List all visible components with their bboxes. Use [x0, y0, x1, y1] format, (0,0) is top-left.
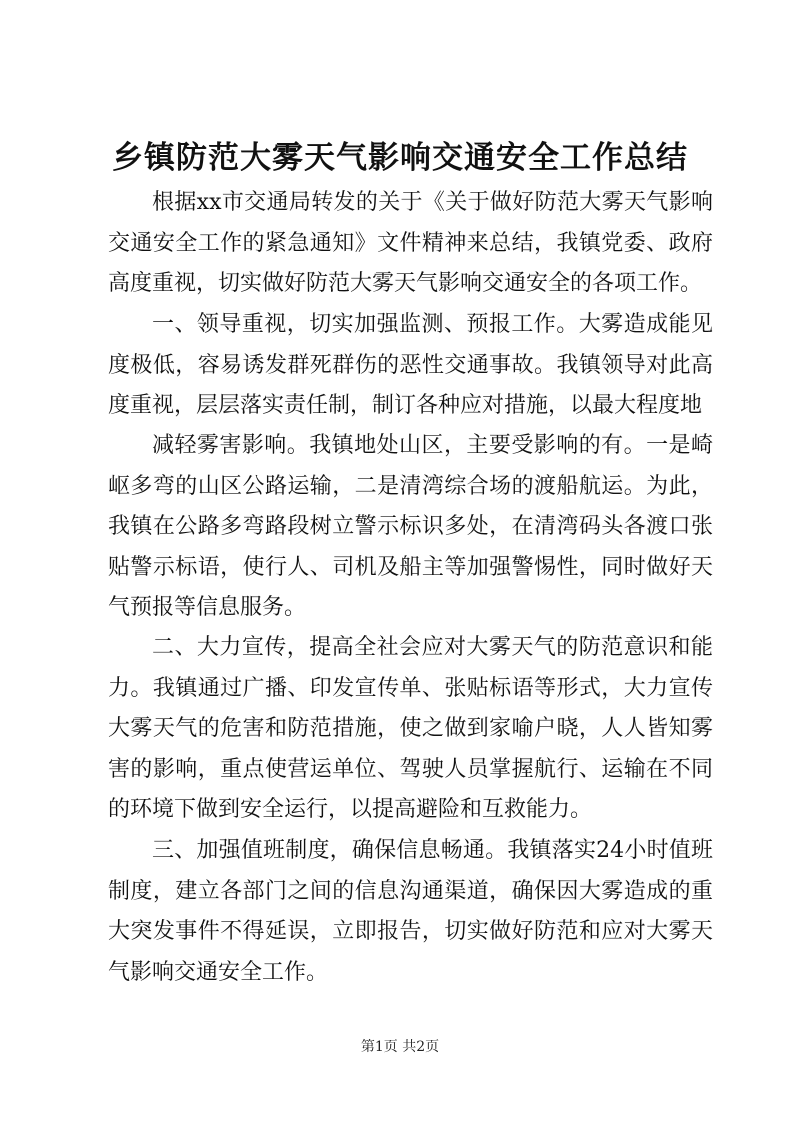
page-number-footer: 第1页 共2页 [360, 1039, 440, 1055]
paragraph-section-2: 二、大力宣传，提高全社会应对大雾天气的防范意识和能力。我镇通过广播、印发宣传单、张贴标语等形式，大力宣传大雾天气的危害和防范措施，使之做到家喻户晓，人人皆知雾害的影响，重点使营运单位、驾驶人员掌握航行、运输在不同的环境下做到安全运行，以提高避险和互救能力。 [108, 635, 713, 822]
document-title: 乡镇防范大雾天气影响交通安全工作总结 [112, 140, 688, 176]
paragraph-intro: 根据xx市交通局转发的关于《关于做好防范大雾天气影响交通安全工作的紧急通知》文件精神来总结，我镇党委、政府高度重视，切实做好防范大雾天气影响交通安全的各项工作。 [108, 190, 713, 296]
paragraph-section-3: 三、加强值班制度，确保信息畅通。我镇落实24小时值班制度，建立各部门之间的信息沟通渠道，确保因大雾造成的重大突发事件不得延误，立即报告，切实做好防范和应对大雾天气影响交通安全工作。 [108, 838, 713, 985]
paragraph-section-1-continued: 减轻雾害影响。我镇地处山区，主要受影响的有。一是崎岖多弯的山区公路运输，二是清湾综合场的渡船航运。为此，我镇在公路多弯路段树立警示标识多处，在清湾码头各渡口张贴警示标语，使行人、司机及船主等加强警惕性，同时做好天气预报等信息服务。 [108, 433, 713, 620]
paragraph-section-1: 一、领导重视，切实加强监测、预报工作。大雾造成能见度极低，容易诱发群死群伤的恶性交通事故。我镇领导对此高度重视，层层落实责任制，制订各种应对措施，以最大程度地 [108, 312, 713, 418]
